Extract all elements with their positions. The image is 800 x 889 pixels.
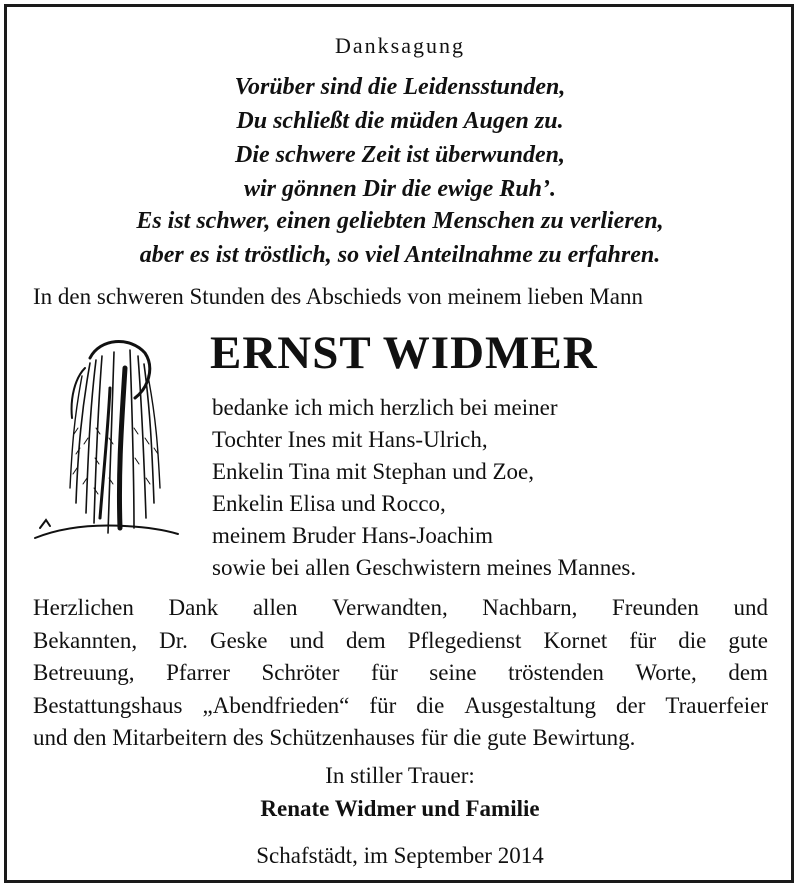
quote-line: aber es ist tröstlich, so viel Anteilnahme zu erfahren. bbox=[139, 242, 661, 268]
paragraph-word: für bbox=[370, 660, 398, 685]
closing bbox=[0, 760, 800, 872]
paragraph-word: Herzlichen bbox=[33, 595, 134, 620]
paragraph-word: Bekannten, bbox=[33, 627, 138, 653]
paragraph-line bbox=[33, 625, 768, 658]
intro-text: In den schweren Stunden des Abschieds von meinem lieben Mann bbox=[33, 284, 644, 309]
paragraph-word: Pflegedienst bbox=[407, 627, 522, 653]
paragraph-word: Dr. bbox=[159, 627, 188, 653]
paragraph-word: die bbox=[416, 692, 445, 718]
heading: Danksagung bbox=[335, 33, 465, 58]
paragraph-word: die bbox=[678, 627, 707, 653]
paragraph-line bbox=[33, 657, 768, 690]
quote-line: Es ist schwer, einen geliebten Menschen zu verlieren, bbox=[136, 208, 664, 234]
poem-line: Vorüber sind die Leidensstunden, bbox=[234, 74, 566, 100]
paragraph-word: gute bbox=[728, 627, 768, 653]
thanks-line: Enkelin Elisa und Rocco, bbox=[212, 491, 446, 516]
weeping-willow-icon bbox=[30, 328, 180, 548]
signature: Renate Widmer und Familie bbox=[260, 796, 540, 821]
paragraph-word: und bbox=[733, 595, 768, 620]
paragraph-word: seine bbox=[429, 660, 477, 685]
paragraph-line bbox=[33, 690, 768, 723]
poem-line: wir gönnen Dir die ewige Ruh’. bbox=[243, 176, 557, 202]
paragraph-word: Dank bbox=[168, 595, 219, 620]
deceased-name: ERNST WIDMER bbox=[210, 327, 598, 379]
paragraph-word: Worte, bbox=[635, 660, 697, 685]
thanks-line: Enkelin Tina mit Stephan und Zoe, bbox=[212, 459, 534, 484]
paragraph-word: Ausgestaltung bbox=[464, 692, 596, 718]
paragraph-word: Bestattungshaus bbox=[33, 692, 183, 718]
quote bbox=[0, 204, 800, 272]
paragraph-word: für bbox=[369, 692, 397, 718]
paragraph-word: Kornet bbox=[543, 627, 608, 653]
acknowledgement-paragraph bbox=[33, 592, 768, 755]
thanks-line: bedanke ich mich herzlich bei meiner bbox=[212, 395, 558, 420]
paragraph-word: Pfarrer bbox=[166, 660, 230, 685]
poem-line: Du schließt die müden Augen zu. bbox=[236, 108, 564, 134]
poem-line: Die schwere Zeit ist überwunden, bbox=[234, 142, 565, 168]
paragraph-line: und den Mitarbeitern des Schützenhauses für die gute Bewirtung. bbox=[33, 725, 636, 750]
paragraph-word: Trauerfeier bbox=[665, 692, 768, 718]
paragraph-word: Nachbarn, bbox=[482, 595, 578, 620]
paragraph-line bbox=[33, 592, 768, 625]
thanks-line: Tochter Ines mit Hans-Ulrich, bbox=[212, 427, 488, 452]
paragraph-word: und bbox=[289, 627, 324, 653]
paragraph-word: für bbox=[629, 627, 657, 653]
paragraph-word: Verwandten, bbox=[332, 595, 448, 620]
paragraph-word: tröstenden bbox=[508, 660, 604, 685]
place-date: Schafstädt, im September 2014 bbox=[256, 843, 544, 868]
paragraph-word: allen bbox=[252, 595, 298, 620]
thanks-line: sowie bei allen Geschwistern meines Mannes. bbox=[212, 555, 637, 580]
paragraph-word: Schröter bbox=[261, 660, 340, 685]
paragraph-word: „Abendfrieden“ bbox=[202, 692, 350, 718]
paragraph-word: der bbox=[616, 692, 646, 718]
paragraph-word: Geske bbox=[209, 627, 268, 653]
thanks-line: meinem Bruder Hans-Joachim bbox=[212, 523, 494, 548]
mourning-text: In stiller Trauer: bbox=[325, 763, 475, 788]
paragraph-word: Betreuung, bbox=[33, 660, 135, 685]
paragraph-word: Freunden bbox=[612, 595, 699, 620]
thanks-list bbox=[212, 392, 636, 584]
poem bbox=[0, 70, 800, 206]
paragraph-word: dem bbox=[346, 627, 386, 653]
paragraph-word: dem bbox=[728, 660, 768, 685]
